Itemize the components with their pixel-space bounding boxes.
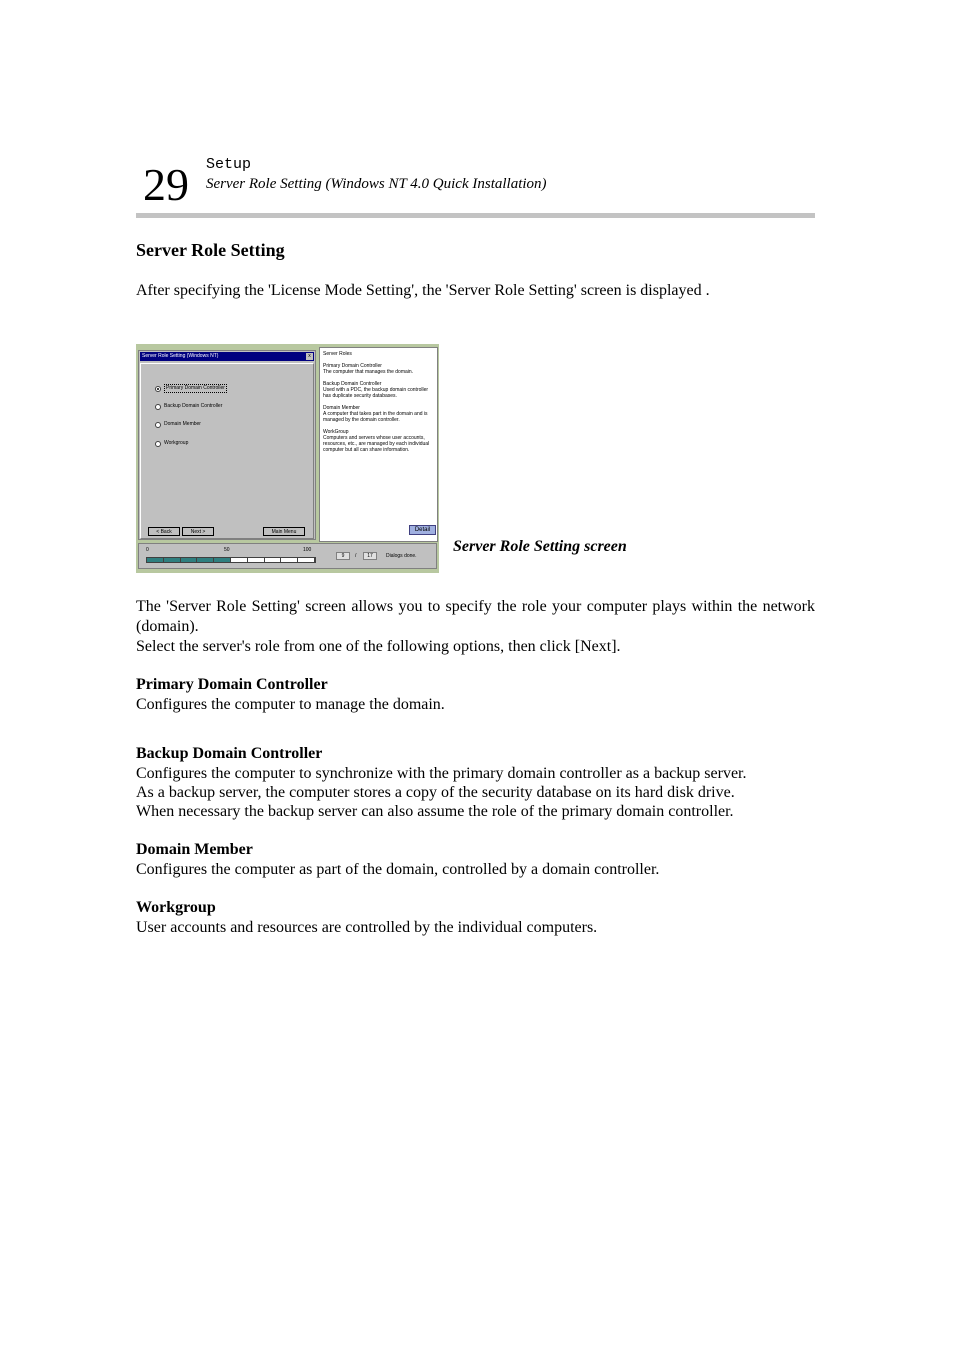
- option-label: Backup Domain Controller: [164, 403, 223, 409]
- progress-segment: [214, 558, 231, 562]
- option-label: Primary Domain Controller: [166, 385, 225, 391]
- intro-paragraph: After specifying the 'License Mode Setting', the 'Server Role Setting' screen is displayed .: [136, 282, 710, 299]
- option-workgroup[interactable]: [155, 440, 188, 447]
- option-pdc-description: [136, 675, 815, 714]
- help-panel: [319, 347, 438, 542]
- option-domain-member[interactable]: [155, 421, 201, 428]
- help-heading: Server Roles: [323, 351, 352, 357]
- item-line: When necessary the backup server can also assume the role of the primary domain controller.: [136, 803, 734, 820]
- option-member-description: [136, 840, 815, 879]
- body-paragraph-2: Select the server's role from one of the following options, then click [Next].: [136, 638, 621, 655]
- count-separator: /: [355, 553, 357, 559]
- chapter-label: Setup: [206, 156, 252, 173]
- help-workgroup-title: WorkGroup: [323, 429, 349, 435]
- progress-tick-min: 0: [146, 547, 149, 553]
- progress-segment: [298, 558, 315, 562]
- body-paragraph-1: The 'Server Role Setting' screen allows you to specify the role your computer plays within the network (domain).: [136, 598, 815, 635]
- current-dialog-count: 9: [336, 552, 350, 560]
- help-member-title: Domain Member: [323, 405, 360, 411]
- section-title: Server Role Setting: [136, 240, 285, 260]
- help-pdc-text: The computer that manages the domain.: [323, 369, 414, 375]
- option-bdc-description: [136, 744, 815, 821]
- option-label: Domain Member: [164, 421, 201, 427]
- radio-icon[interactable]: [155, 404, 161, 410]
- progress-segment: [197, 558, 214, 562]
- radio-selected-icon[interactable]: [155, 386, 161, 392]
- item-title: Primary Domain Controller: [136, 676, 328, 693]
- option-backup-domain-controller[interactable]: [155, 403, 222, 410]
- radio-icon[interactable]: [155, 441, 161, 447]
- option-primary-domain-controller[interactable]: [155, 384, 227, 393]
- header-divider: [136, 213, 815, 218]
- progress-segment: [281, 558, 298, 562]
- help-bdc-title: Backup Domain Controller: [323, 381, 382, 387]
- progress-bar: [146, 557, 316, 563]
- item-line: Configures the computer to manage the domain.: [136, 696, 445, 713]
- progress-segment: [265, 558, 282, 562]
- item-line: Configures the computer as part of the domain, controlled by a domain controller.: [136, 861, 660, 878]
- progress-segment: [164, 558, 181, 562]
- radio-icon[interactable]: [155, 422, 161, 428]
- back-button[interactable]: < Back: [148, 527, 180, 536]
- close-icon[interactable]: x: [306, 353, 313, 360]
- item-title: Backup Domain Controller: [136, 745, 323, 762]
- progress-status-text: Dialogs done.: [386, 553, 417, 559]
- progress-segment: [147, 558, 164, 562]
- progress-segment: [248, 558, 265, 562]
- chapter-number: 29: [143, 159, 189, 210]
- next-button[interactable]: Next >: [182, 527, 214, 536]
- help-member-text: A computer that takes part in the domain and is managed by the domain controller.: [323, 411, 428, 423]
- option-label: Workgroup: [164, 440, 189, 446]
- main-menu-button[interactable]: Main Menu: [263, 527, 305, 536]
- item-title: Workgroup: [136, 899, 216, 916]
- item-line: User accounts and resources are controlled by the individual computers.: [136, 919, 598, 936]
- dialog-body: [140, 363, 314, 539]
- total-dialog-count: 17: [363, 552, 377, 560]
- help-pdc-title: Primary Domain Controller: [323, 363, 382, 369]
- option-workgroup-description: [136, 898, 815, 937]
- server-role-dialog: [138, 350, 316, 540]
- detail-button[interactable]: Detail: [409, 525, 436, 535]
- item-line: Configures the computer to synchronize with the primary domain controller as a backup server.: [136, 765, 747, 782]
- help-bdc-text: Used with a PDC, the backup domain controller has duplicate security databases.: [323, 387, 429, 399]
- progress-segment: [181, 558, 198, 562]
- server-role-screenshot: [136, 344, 439, 573]
- progress-status-bar: [138, 543, 437, 569]
- dialog-title: Server Role Setting (Windows NT): [142, 353, 219, 359]
- dialog-title-bar: [140, 352, 314, 361]
- figure-caption: Server Role Setting screen: [453, 538, 627, 555]
- progress-tick-mid: 50: [224, 547, 230, 553]
- item-title: Domain Member: [136, 841, 253, 858]
- item-line: As a backup server, the computer stores a copy of the security database on its hard disk drive.: [136, 784, 735, 801]
- progress-segment: [231, 558, 248, 562]
- chapter-subtitle: Server Role Setting (Windows NT 4.0 Quick Installation): [206, 176, 547, 192]
- help-workgroup-text: Computers and servers whose user accounts, resources, etc., are managed by each individual computer but all can share information.: [323, 435, 430, 453]
- progress-tick-max: 100: [303, 547, 312, 553]
